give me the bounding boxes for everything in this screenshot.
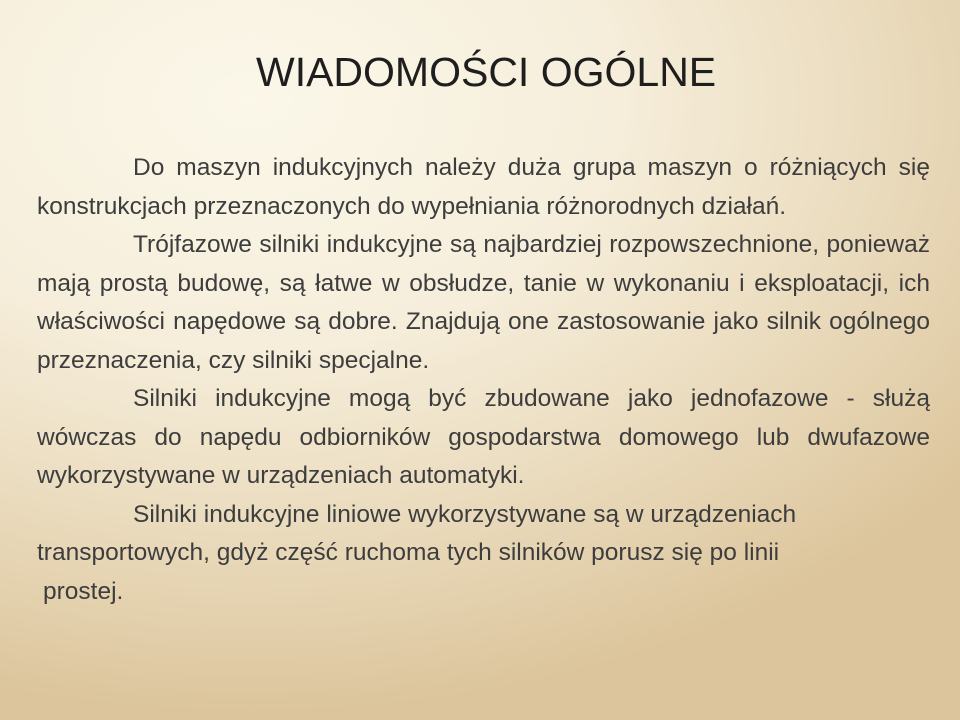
linear-motors-line-3: prostej. xyxy=(43,577,124,605)
linear-motors-line-2: transportowych, gdyż część ruchoma tych silników porusz się po linii xyxy=(37,539,780,566)
slide-body xyxy=(37,149,930,611)
paragraph-three-phase-motors: Trójfazowe silniki indukcyjne są najbardziej rozpowszechnione, ponieważ mają prostą budowę, są łatwe w obsłudze, tanie w wykonaniu i eksploatacji, ich właściwości napędowe są dobre. Znajdują one zastosowanie jako silnik ogólnego przeznaczenia, czy silniki specjalne. xyxy=(37,231,930,374)
paragraph-single-phase-motors: Silniki indukcyjne mogą być zbudowane jako jednofazowe - służą wówczas do napędu odbiorników gospodarstwa domowego lub dwufazowe wykorzystywane w urządzeniach automatyki. xyxy=(37,385,930,489)
slide-title: WIADOMOŚCI OGÓLNE xyxy=(256,49,717,95)
paragraph-induction-machines: Do maszyn indukcyjnych należy duża grupa maszyn o różniących się konstrukcjach przeznaczonych do wypełniania różnorodnych działań. xyxy=(37,154,930,220)
linear-motors-line-1: Silniki indukcyjne liniowe wykorzystywane są w urządzeniach xyxy=(133,500,797,528)
paragraph-linear-motors xyxy=(37,496,930,612)
